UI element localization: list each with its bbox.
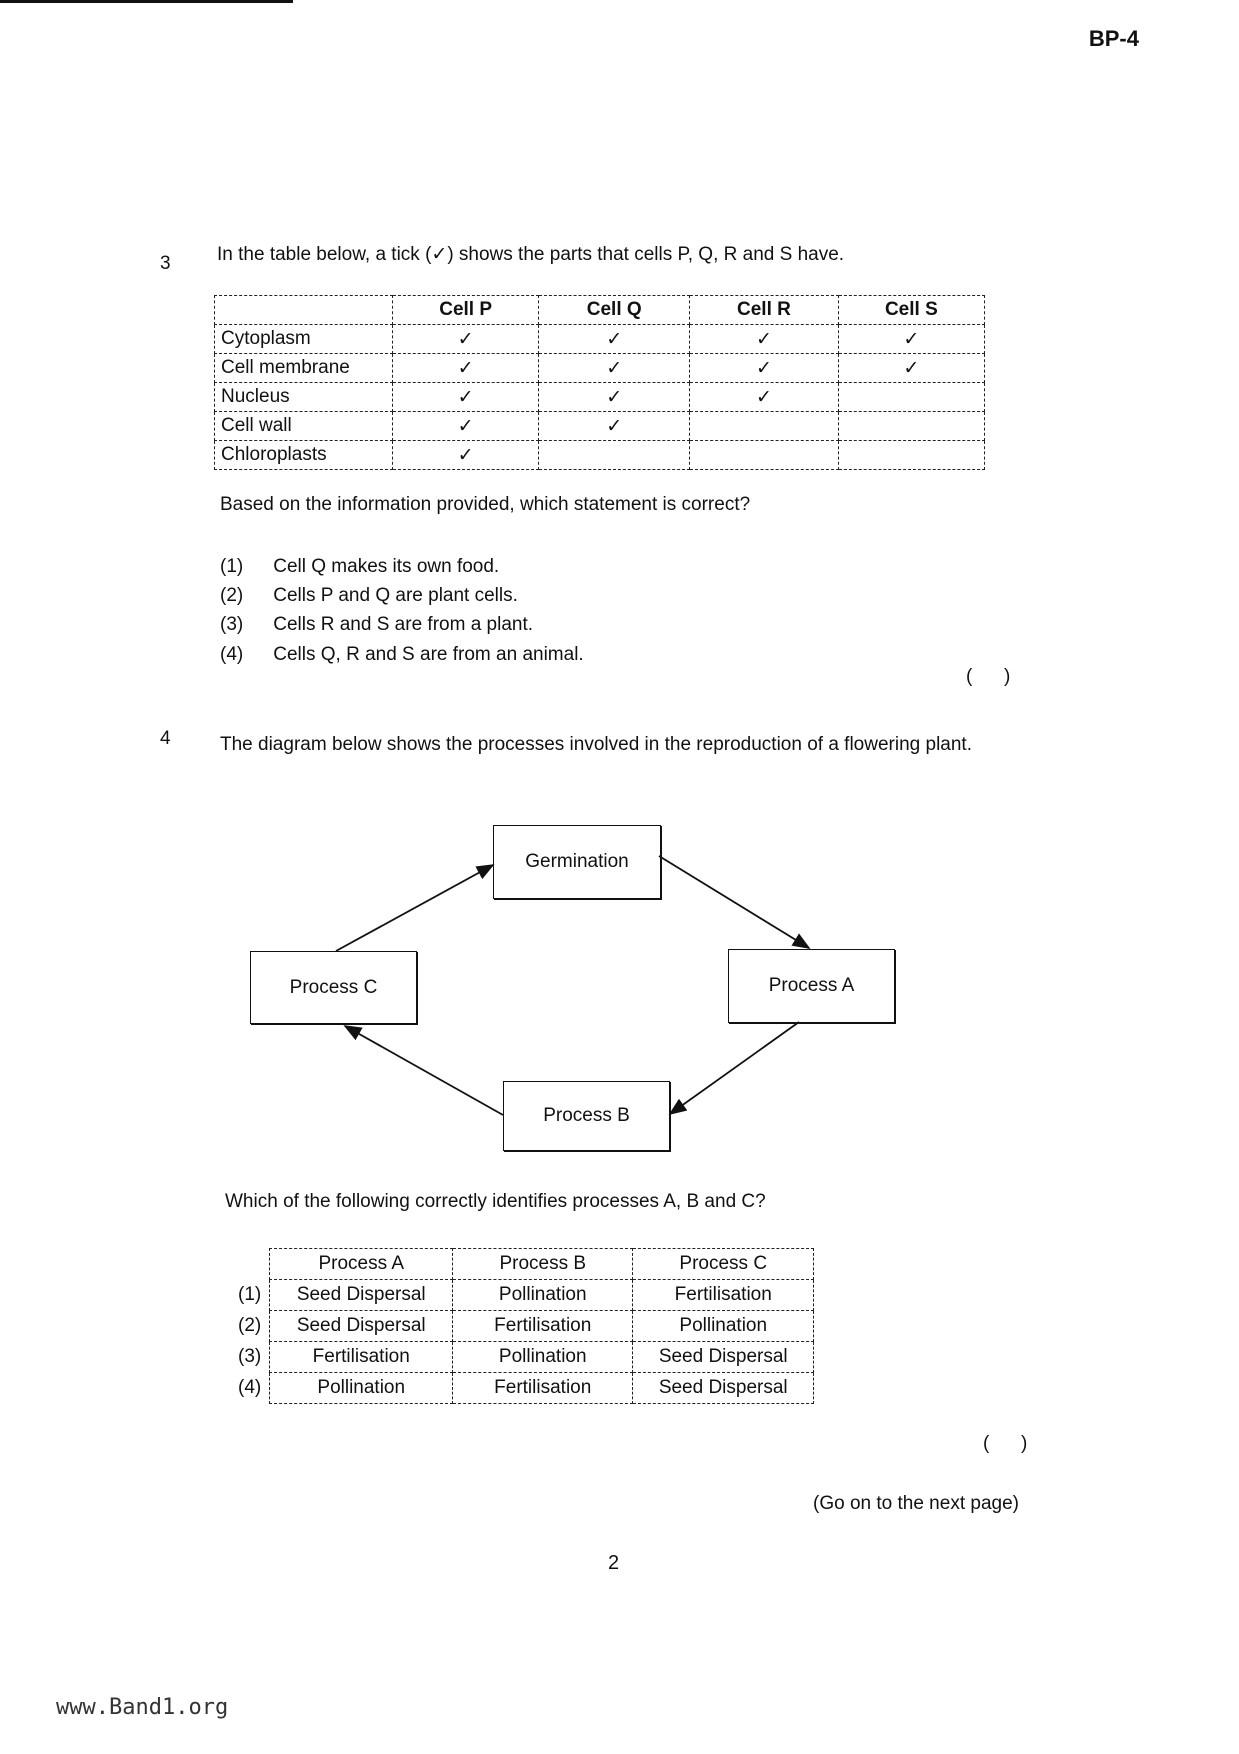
option-number: (4): [238, 1377, 262, 1398]
tick-cell: ✓: [539, 412, 690, 441]
process-cell: Pollination: [270, 1373, 453, 1404]
q3-text: In the table below, a tick (✓) shows the parts that cells P, Q, R and S have.: [217, 244, 845, 265]
process-cell: Fertilisation: [633, 1280, 814, 1311]
process-c-box: Process C: [250, 951, 417, 1024]
tick-cell: ✓: [393, 412, 539, 441]
option-text: Cell Q makes its own food.: [273, 556, 500, 577]
process-cell: Fertilisation: [453, 1373, 633, 1404]
tick-cell: ✓: [539, 354, 690, 383]
arrow-b-to-c: [345, 1026, 503, 1115]
q4-answer-bracket[interactable]: ( ): [983, 1433, 1028, 1454]
tick-cell: ✓: [393, 441, 539, 470]
process-cell: Pollination: [453, 1280, 633, 1311]
col-header: Process C: [633, 1249, 814, 1280]
go-on-note: (Go on to the next page): [813, 1493, 1019, 1514]
col-header: Cell Q: [539, 296, 690, 325]
option-number: (2): [238, 1315, 262, 1336]
q4-question: Which of the following correctly identifies processes A, B and C?: [225, 1191, 766, 1212]
process-cell: Seed Dispersal: [633, 1342, 814, 1373]
tick-cell: ✓: [838, 325, 984, 354]
process-cell: Seed Dispersal: [270, 1311, 453, 1342]
tick-cell: ✓: [690, 325, 839, 354]
option-number: (1): [238, 1284, 262, 1305]
col-header: Cell P: [393, 296, 539, 325]
part-label: Cytoplasm: [215, 325, 393, 354]
col-header: Cell R: [690, 296, 839, 325]
option-text: Cells Q, R and S are from an animal.: [273, 644, 584, 665]
tick-cell: ✓: [690, 383, 839, 412]
option-number: (3): [238, 1346, 262, 1367]
footer-url: www.Band1.org: [56, 1695, 229, 1720]
option-row[interactable]: [232, 1342, 814, 1373]
col-header: Cell S: [838, 296, 984, 325]
process-cell: Fertilisation: [453, 1311, 633, 1342]
part-label: Cell membrane: [215, 354, 393, 383]
option-row[interactable]: [232, 1373, 814, 1404]
arrow-c-to-germination: [336, 865, 493, 951]
tick-cell: ✓: [393, 325, 539, 354]
arrow-a-to-b: [670, 1022, 799, 1114]
tick-cell: ✓: [539, 383, 690, 412]
process-b-box: Process B: [503, 1081, 670, 1151]
tick-cell: ✓: [393, 383, 539, 412]
part-label: Nucleus: [215, 383, 393, 412]
part-label: Chloroplasts: [215, 441, 393, 470]
tick-cell: ✓: [690, 354, 839, 383]
q4-number: 4: [160, 728, 171, 749]
option-number: (2): [220, 585, 244, 606]
q3-number: 3: [160, 253, 171, 274]
option-number: (3): [220, 614, 244, 635]
process-a-box: Process A: [728, 949, 895, 1023]
col-header: Process A: [270, 1249, 453, 1280]
option-number: (1): [220, 556, 244, 577]
process-cell: Seed Dispersal: [270, 1280, 453, 1311]
germination-box: Germination: [493, 825, 661, 899]
q3-answer-bracket[interactable]: ( ): [966, 666, 1011, 687]
option-text: Cells P and Q are plant cells.: [273, 585, 518, 606]
col-header: Process B: [453, 1249, 633, 1280]
arrow-germination-to-a: [659, 856, 809, 948]
option-number: (4): [220, 644, 244, 665]
process-cell: Fertilisation: [270, 1342, 453, 1373]
tick-cell: ✓: [393, 354, 539, 383]
tick-cell: ✓: [539, 325, 690, 354]
option-row[interactable]: [232, 1311, 814, 1342]
process-cell: Seed Dispersal: [633, 1373, 814, 1404]
page-number: 2: [608, 1552, 620, 1574]
part-label: Cell wall: [215, 412, 393, 441]
tick-cell: ✓: [838, 354, 984, 383]
q3-question: Based on the information provided, which statement is correct?: [220, 494, 751, 515]
option-row[interactable]: [232, 1280, 814, 1311]
process-cell: Pollination: [633, 1311, 814, 1342]
page-code: BP-4: [1088, 26, 1139, 51]
option-text: Cells R and S are from a plant.: [273, 614, 534, 635]
process-cell: Pollination: [453, 1342, 633, 1373]
process-options-table: [232, 1248, 814, 1404]
q4-text: The diagram below shows the processes involved in the reproduction of a flowering plant.: [220, 734, 972, 755]
